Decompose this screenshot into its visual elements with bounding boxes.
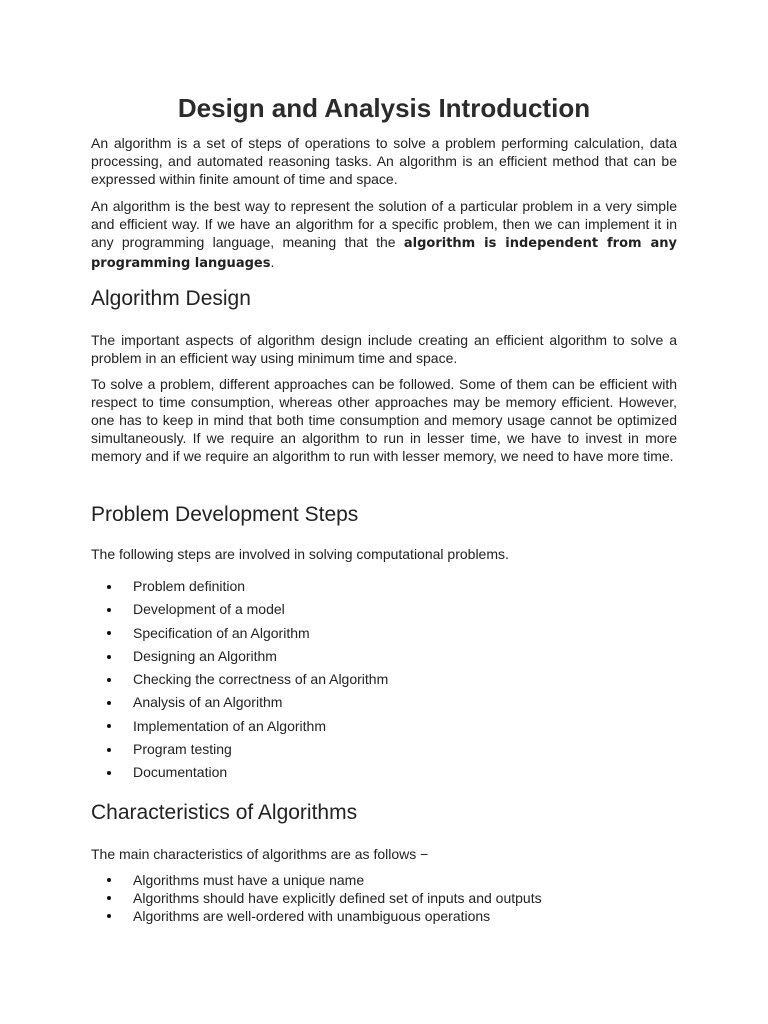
- problem-step-item: Designing an Algorithm: [91, 645, 677, 668]
- intro-paragraph-1: An algorithm is a set of steps of operations to solve a problem performing calculation, data processing, and automated reasoning tasks. An algorithm is an efficient method that can be expressed within finite amount of time and space.: [91, 135, 677, 187]
- problem-step-item: Problem definition: [91, 575, 677, 598]
- problem-step-item: Documentation: [91, 761, 677, 784]
- problem-steps-list: [91, 575, 677, 785]
- problem-step-item: Program testing: [91, 738, 677, 761]
- page-title: Design and Analysis Introduction: [177, 93, 591, 123]
- characteristics-list: [91, 871, 677, 925]
- characteristic-item: Algorithms should have explicitly defined set of inputs and outputs: [91, 889, 677, 907]
- characteristics-intro: The main characteristics of algorithms are as follows −: [91, 846, 429, 862]
- algorithm-design-paragraph-1: The important aspects of algorithm design include creating an efficient algorithm to solve a problem in an efficient way using minimum time and space.: [91, 332, 677, 366]
- heading-algorithm-design: Algorithm Design: [91, 287, 251, 310]
- intro-paragraph-2: [91, 197, 677, 273]
- heading-characteristics: Characteristics of Algorithms: [91, 801, 358, 824]
- problem-development-intro: The following steps are involved in solving computational problems.: [91, 546, 509, 562]
- heading-problem-development-steps: Problem Development Steps: [91, 503, 359, 526]
- problem-step-item: Checking the correctness of an Algorithm: [91, 668, 677, 691]
- characteristic-item: Algorithms are well-ordered with unambiguous operations: [91, 907, 677, 925]
- algorithm-design-paragraph-2: To solve a problem, different approaches can be followed. Some of them can be efficient with respect to time consumption, whereas other approaches may be memory efficient. However, one has to keep in mind that both time consumption and memory usage cannot be optimized simultaneously. If we require an algorithm to run in lesser time, we have to invest in more memory and if we require an algorithm to run with lesser memory, we need to have more time.: [91, 376, 677, 464]
- intro-paragraph-2-text: An algorithm is the best way to represent the solution of a particular problem in a very simple and efficient way. If we have an algorithm for a specific problem, then we can implement it in any programming language, meaning that the: [91, 198, 677, 250]
- characteristic-item: Algorithms must have a unique name: [91, 871, 677, 889]
- problem-step-item: Implementation of an Algorithm: [91, 715, 677, 738]
- problem-step-item: Specification of an Algorithm: [91, 622, 677, 645]
- intro-paragraph-2-end: .: [270, 254, 275, 270]
- intro-paragraph-2-bold: algorithm is independent from any programming languages: [91, 236, 678, 271]
- problem-step-item: Development of a model: [91, 598, 677, 621]
- problem-step-item: Analysis of an Algorithm: [91, 691, 677, 714]
